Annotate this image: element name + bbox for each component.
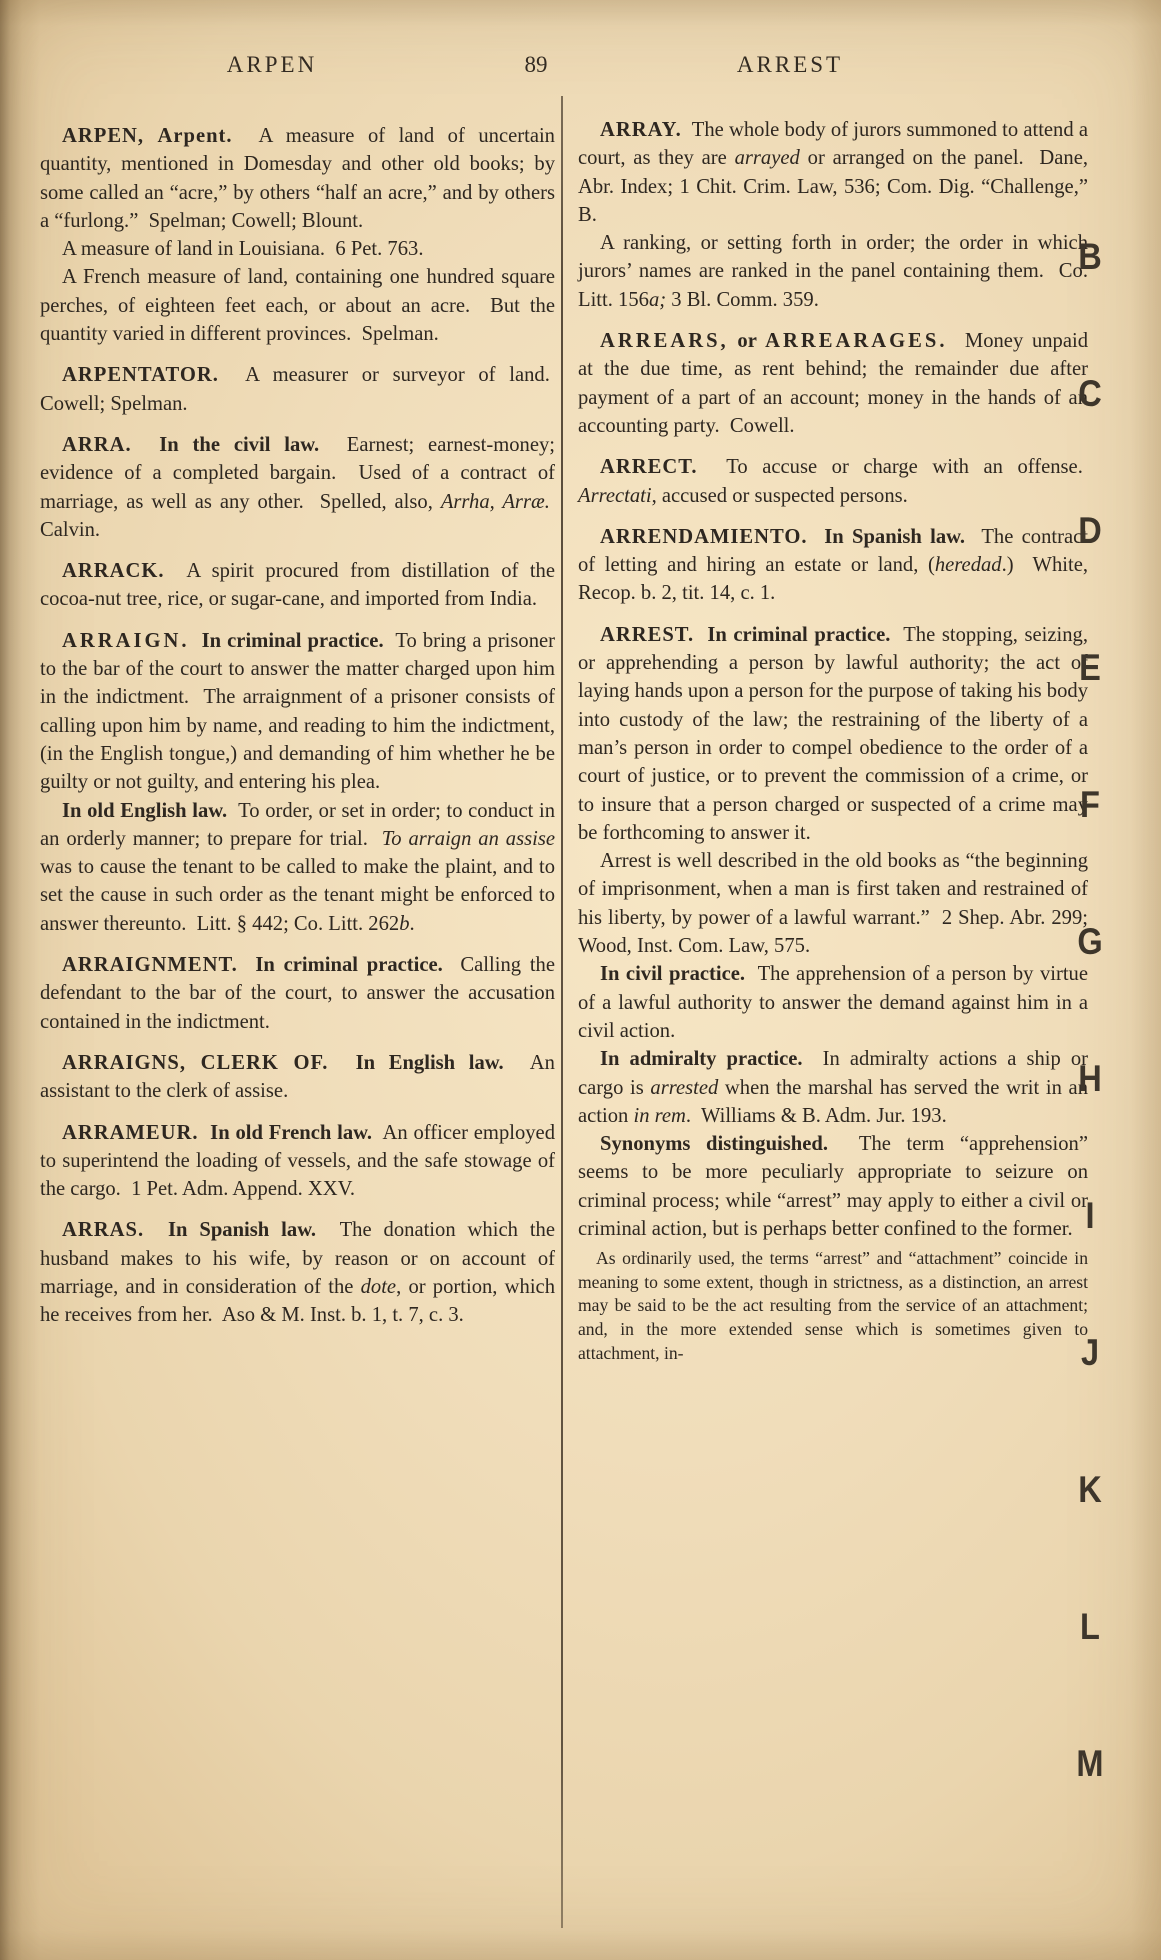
thumb-index-letter-j: J bbox=[1080, 1332, 1100, 1373]
text-run: .) White, Recop. b. 2, tit. 14, c. 1. bbox=[578, 554, 1089, 605]
sub-paragraph bbox=[40, 797, 555, 938]
text-run: In civil practice. bbox=[600, 963, 746, 986]
text-run: , accused or suspected persons. bbox=[651, 484, 908, 507]
text-run: arrayed bbox=[734, 147, 800, 170]
text-run: In English law. bbox=[328, 1051, 504, 1074]
thumb-index-letter-h: H bbox=[1078, 1058, 1102, 1099]
text-run: arrested bbox=[650, 1076, 719, 1099]
entry-paragraph bbox=[40, 1049, 555, 1106]
text-run: The apprehension of a person by virtue of a lawful authority to answer the demand against him in a civil action. bbox=[578, 963, 1088, 1042]
text-run: In old French law. bbox=[198, 1121, 372, 1144]
text-run: The term “apprehension” seems to be more peculiarly appropriate to seizure on criminal process; while “arrest” may apply to either a civil or criminal action, but is perhaps better confined to the former. bbox=[578, 1133, 1088, 1240]
text-run: In criminal practice. bbox=[237, 954, 443, 977]
text-run: . Williams & B. Adm. Jur. 193. bbox=[685, 1104, 947, 1127]
headword: ARRA. bbox=[62, 433, 132, 456]
entry-paragraph bbox=[40, 1216, 555, 1329]
text-run: Arrest is well described in the old books as “the beginning of imprisonment, when a man is first taken and restrained of his liberty, by power of a lawful warrant.” 2 Shep. Abr. 299; Wood, Inst. Com. Law, 575. bbox=[578, 850, 1088, 958]
text-run: In admiralty practice. bbox=[600, 1048, 803, 1071]
text-run: 3 Bl. Comm. 359. bbox=[666, 288, 819, 311]
sub-paragraph bbox=[578, 1130, 1088, 1243]
entry-paragraph bbox=[40, 1119, 555, 1204]
headword: ARRAIGNS, CLERK OF. bbox=[62, 1051, 329, 1074]
text-run: As ordinarily used, the terms “arrest” and “attachment” coincide in meaning to some extent, though in strictness, as a distinction, an arrest may be said to be the act resulting from the service of an attachment; and, in the more extended sense which is sometimes given to attachment, in- bbox=[578, 1248, 1088, 1363]
sub-paragraph bbox=[578, 960, 1088, 1045]
text-run: In criminal practice. bbox=[694, 623, 891, 646]
text-run: . bbox=[409, 912, 415, 935]
text-run: Arrectati bbox=[578, 484, 652, 507]
headword: ARREST. bbox=[600, 623, 695, 646]
headword: ARRAY. bbox=[600, 119, 682, 141]
entry-paragraph bbox=[40, 557, 555, 614]
text-run: A measure of land of uncertain quantity, mentioned in Domesday and other old books; by some called an “acre,” by others “half an acre,” and by others a “furlong.” Spelman; Cowell; Blount. bbox=[40, 125, 555, 232]
headword: ARPEN, Arpent. bbox=[62, 125, 233, 147]
entry-paragraph bbox=[578, 621, 1088, 847]
right-column bbox=[578, 116, 1088, 1365]
text-run: In Spanish law. bbox=[807, 525, 966, 548]
text-run: A ranking, or setting forth in order; the order in which jurors’ names are ranked in the panel containing them. Co. Litt. 156 bbox=[578, 232, 1088, 311]
thumb-index-letter-f: F bbox=[1080, 784, 1100, 825]
thumb-index-letter-c: C bbox=[1078, 373, 1102, 414]
text-run: To order, or set in order; to conduct in an orderly manner; to prepare for trial. bbox=[40, 799, 555, 850]
entry-paragraph bbox=[40, 361, 555, 418]
entry-paragraph bbox=[578, 523, 1088, 608]
text-run: The whole body of jurors summoned to attend a court, as they are bbox=[578, 119, 1088, 170]
thumb-index-letter-l: L bbox=[1080, 1606, 1100, 1647]
entry-paragraph bbox=[578, 327, 1088, 440]
text-run: Synonyms distinguished. bbox=[600, 1133, 828, 1156]
running-header bbox=[0, 52, 1161, 82]
text-run: when the marshal has served the writ in an action bbox=[578, 1076, 1088, 1127]
text-run: in rem bbox=[633, 1104, 686, 1127]
thumb-index-letter-k: K bbox=[1078, 1469, 1102, 1510]
text-run: An assistant to the clerk of assise. bbox=[40, 1051, 555, 1103]
thumb-index-letter-b: B bbox=[1078, 236, 1102, 277]
text-run: Calling the defendant to the bar of the court, to answer the accusation contained in the indictment. bbox=[40, 954, 555, 1033]
text-run: A French measure of land, containing one hundred square perches, of eighteen feet each, or about an acre. But the quantity varied in different provinces. Spelman. bbox=[40, 266, 555, 346]
text-run: In the civil law. bbox=[131, 433, 320, 456]
text-run: An officer employed to superintend the loading of vessels, and the safe stowage of the cargo. 1 Pet. Adm. Append. XXV. bbox=[40, 1121, 555, 1201]
text-run: was to cause the tenant to be called to make the plaint, and to set the cause in such order as the tenant might be enforced to answer thereunto. Litt. § 442; Co. Litt. 262 bbox=[40, 856, 555, 935]
sub-paragraph bbox=[578, 229, 1088, 314]
text-run: or bbox=[728, 330, 766, 353]
text-run: or arranged on the panel. Dane, Abr. Index; 1 Chit. Crim. Law, 536; Com. Dig. “Challenge,” B. bbox=[578, 147, 1088, 226]
thumb-index-letter-d: D bbox=[1078, 510, 1102, 551]
entry-paragraph bbox=[40, 627, 555, 797]
headword: ARRECT. bbox=[600, 456, 698, 479]
text-run: , or portion, which he receives from her. Aso & M. Inst. b. 1, t. 7, c. 3. bbox=[40, 1275, 555, 1327]
sub-paragraph bbox=[578, 1045, 1088, 1130]
text-run: In criminal practice. bbox=[189, 629, 384, 652]
running-head-left: ARPEN bbox=[226, 52, 318, 77]
entry-paragraph bbox=[40, 122, 555, 235]
text-run: To accuse or charge with an offense. bbox=[697, 456, 1088, 479]
headword: ARPENTATOR. bbox=[62, 364, 219, 387]
left-column bbox=[40, 122, 555, 1330]
entry-paragraph bbox=[40, 951, 555, 1036]
text-run: The donation which the husband makes to his wife, by reason or on account of marriage, and in consideration of the bbox=[40, 1219, 555, 1298]
text-run: b bbox=[399, 912, 410, 935]
sub-paragraph bbox=[578, 847, 1088, 960]
sub-paragraph bbox=[40, 235, 555, 263]
headword: ARRAS. bbox=[62, 1219, 145, 1242]
headword: ARRAMEUR. bbox=[62, 1121, 199, 1144]
sub-paragraph bbox=[578, 1247, 1088, 1365]
text-run: A measure of land in Louisiana. 6 Pet. 763. bbox=[62, 238, 424, 261]
running-head-right: ARREST bbox=[736, 52, 844, 77]
headword: ARREARS, bbox=[600, 330, 729, 353]
headword: ARRAIGN. bbox=[62, 629, 190, 652]
entry-paragraph bbox=[578, 453, 1088, 510]
text-run: In Spanish law. bbox=[144, 1219, 317, 1242]
entry-paragraph bbox=[578, 116, 1088, 229]
text-run: To bring a prisoner to the bar of the court to answer the matter charged upon him in the indictment. The arraignment of a prisoner consists of calling upon him by name, and reading to him the indictment, (in the English tongue,) and demanding of him whether he be guilty or not guilty, and entering his plea. bbox=[40, 629, 556, 794]
headword: ARREARAGES. bbox=[765, 330, 948, 353]
text-run: dote bbox=[360, 1275, 397, 1298]
text-run: A spirit procured from distillation of the cocoa-nut tree, rice, or sugar-cane, and imported from India. bbox=[40, 560, 555, 611]
text-run: A measurer or surveyor of land. Cowell; Spelman. bbox=[40, 364, 555, 415]
page-number: 89 bbox=[524, 52, 548, 77]
text-run: The stopping, seizing, or apprehending a person by lawful authority; the act of laying hands upon a person for the purpose of taking his body into custody of the law; the restraining of the liberty of a man’s person in order to compel obedience to the order of a court of justice, or to prevent the commission of a crime, or to insure that a person charged or suspected of a crime may be forthcoming to answer it. bbox=[578, 623, 1088, 844]
text-run: In admiralty actions a ship or cargo is bbox=[578, 1048, 1088, 1099]
text-run: In old English law. bbox=[62, 799, 228, 822]
text-run: The contract of letting and hiring an estate or land, ( bbox=[578, 525, 1088, 577]
entry-paragraph bbox=[40, 431, 555, 544]
text-run: To arraign an assise bbox=[381, 827, 555, 850]
headword: ARRAIGNMENT. bbox=[62, 954, 238, 977]
text-run: Earnest; earnest-money; evidence of a completed bargain. Used of a contract of marriage, as well as any other. Spelled, also, bbox=[40, 433, 555, 513]
text-run: heredad bbox=[934, 554, 1002, 577]
thumb-index-letter-g: G bbox=[1077, 921, 1103, 962]
sub-paragraph bbox=[40, 263, 555, 348]
text-run: Arrha, Arræ. bbox=[440, 490, 550, 513]
text-run: a; bbox=[648, 288, 667, 311]
headword: ARRENDAMIENTO. bbox=[600, 525, 808, 548]
thumb-index-letter-i: I bbox=[1085, 1195, 1095, 1236]
column-divider bbox=[561, 96, 563, 1928]
headword: ARRACK. bbox=[62, 560, 165, 583]
text-run: Money unpaid at the due time, as rent behind; the remainder due after payment of a part of an account; money in the hands of an accounting party. Cowell. bbox=[578, 330, 1088, 437]
text-run: Calvin. bbox=[40, 490, 556, 541]
thumb-index-letter-e: E bbox=[1079, 647, 1101, 688]
thumb-index-letter-m: M bbox=[1076, 1743, 1104, 1784]
